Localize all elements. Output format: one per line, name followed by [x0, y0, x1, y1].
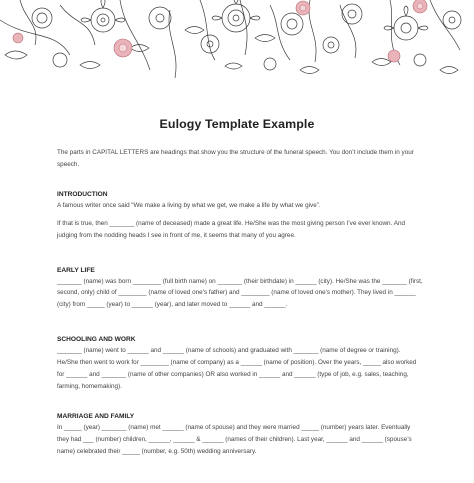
- introduction-paragraph-1: A famous writer once said “We make a living by what we get, we make a life by what we give”.: [57, 201, 321, 209]
- section-heading-schooling-work: SCHOOLING AND WORK: [57, 336, 136, 344]
- document-body: [57, 147, 423, 458]
- section-heading-early-life: EARLY LIFE: [57, 266, 95, 274]
- early-life-paragraph: _______ (name) was born ________ (full birth name) on _______ (their birthdate) in ______ (city). He/She was the _______ (first, second, only) child of ________ (name of loved one’s father) and ________ (name of loved one’s mother). They lived in ______ (city) from _____ (year) to ______ (year), and later moved to ______ and ______.: [57, 277, 423, 309]
- page-title: Eulogy Template Example: [159, 117, 315, 131]
- section-heading-introduction: INTRODUCTION: [57, 190, 108, 198]
- introduction-paragraph-2: If that is true, then _______ (name of deceased) made a great life. He/She was the most giving person I’ve ever known. And judging from the nodding heads I see in front of me, it seems that many of you agree.: [57, 219, 406, 239]
- section-heading-marriage-family: MARRIAGE AND FAMILY: [57, 412, 135, 420]
- schooling-work-paragraph: _______ (name) went to ______ and ______ (name of schools) and graduated with _______ (name of degree or training). He/She then went to work for ________ (name of company) as a ______ (name of position). Over the years, _____ also worked for ______ and _______ (name of other companies) OR also worked in ______ and ______ (type of job, e.g. sales, teaching, farming, homemaking).: [57, 347, 417, 390]
- floral-border-icon: [0, 0, 474, 82]
- marriage-family-paragraph: In _____ (year) _______ (name) met ______ (name of spouse) and they were married _____ (number) years later. Eventually they had ___ (number) children, ______, ______ & ______ (names of their children). Last year, ______ and ______ (spouse’s name) celebrated their _____ (number, e.g. 50th) wedding anniversary.: [57, 423, 412, 455]
- intro-note: The parts in CAPITAL LETTERS are headings that show you the structure of the funeral speech. You don’t include them in your speech.: [57, 149, 414, 168]
